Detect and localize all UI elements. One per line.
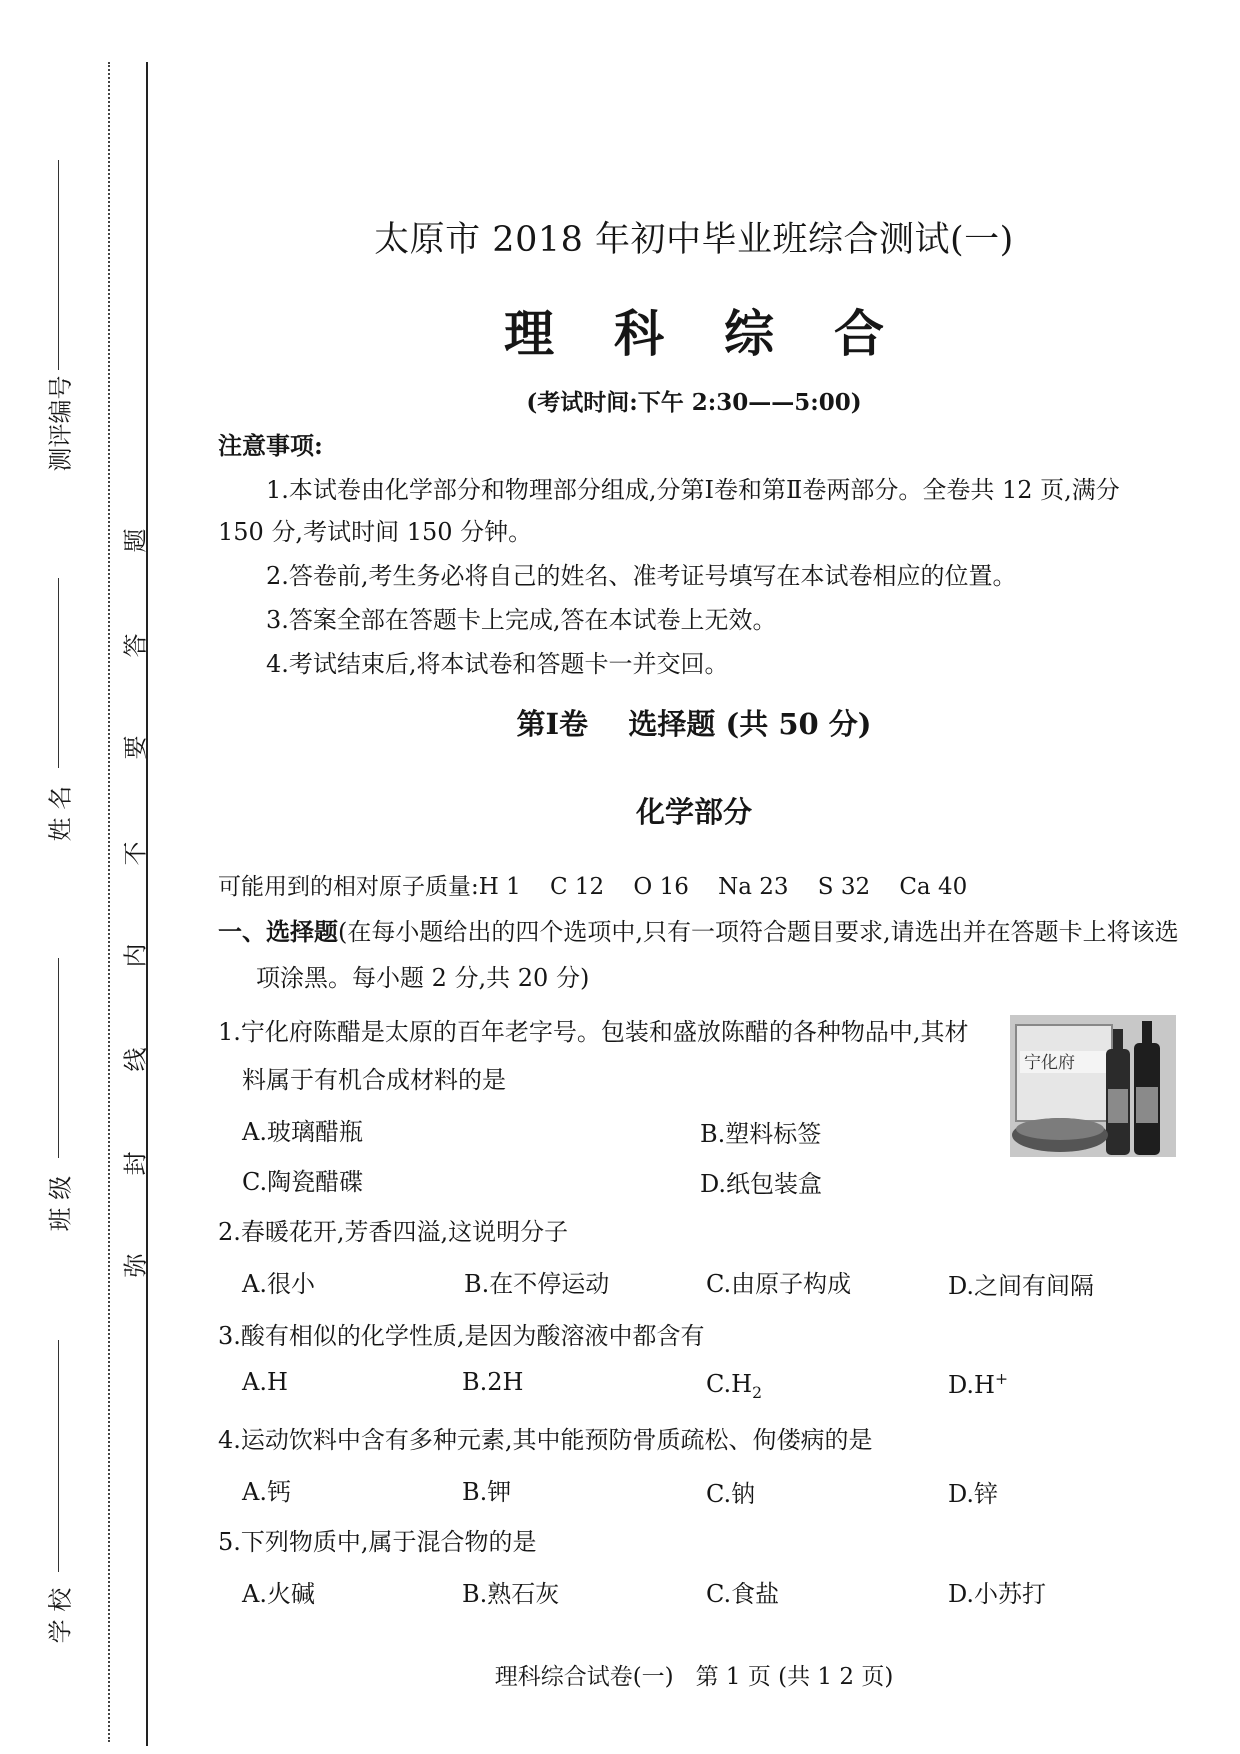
question-3-option-d[interactable] — [948, 1370, 1008, 1399]
part1-title: 第Ⅰ卷 选择题 (共 50 分) — [516, 707, 872, 741]
page-footer: 理科综合试卷(一) 第 1 页 (共 1 2 页) — [494, 1664, 894, 1690]
question-5-option-c[interactable]: C.食盐 — [706, 1580, 780, 1608]
seal-char: 封 — [121, 1151, 150, 1176]
school-label: 学 校 — [46, 1587, 75, 1644]
question-1-option-c[interactable]: C.陶瓷醋碟 — [242, 1168, 364, 1196]
question-3-option-a[interactable]: A.H — [242, 1368, 288, 1396]
question-1-option-a[interactable]: A.玻璃醋瓶 — [242, 1118, 363, 1146]
notice-item: 3.答案全部在答题卡上完成,答在本试卷上无效。 — [266, 606, 777, 634]
seal-char: 弥 — [121, 1253, 150, 1278]
question-5-option-b[interactable]: B.熟石灰 — [462, 1580, 560, 1608]
section1-instruction-line1: (在每小题给出的四个选项中,只有一项符合题目要求,请选出并在答题卡上将该选 — [338, 918, 1179, 946]
question-3-option-d-text: D.H — [948, 1371, 995, 1399]
question-5-stem: 5.下列物质中,属于混合物的是 — [218, 1528, 537, 1556]
question-1-option-b[interactable]: B.塑料标签 — [700, 1120, 822, 1148]
notice-item: 4.考试结束后,将本试卷和答题卡一并交回。 — [266, 650, 729, 678]
question-3-option-b[interactable]: B.2H — [462, 1368, 524, 1396]
question-2-option-b[interactable]: B.在不停运动 — [464, 1270, 610, 1298]
question-4-option-b[interactable]: B.钾 — [462, 1478, 512, 1506]
seal-char: 不 — [121, 841, 150, 866]
question-3-option-d-superscript: + — [994, 1370, 1009, 1388]
question-2-option-a[interactable]: A.很小 — [242, 1270, 315, 1298]
vinegar-photo-graphic — [1010, 1015, 1176, 1157]
seal-char: 题 — [121, 528, 150, 553]
notice-item: 2.答卷前,考生务必将自己的姓名、准考证号填写在本试卷相应的位置。 — [266, 562, 1017, 590]
subject-title: 理科综合 — [504, 304, 944, 363]
seal-char: 内 — [121, 943, 150, 968]
question-4-option-a[interactable]: A.钙 — [242, 1478, 291, 1506]
question-1-stem-line2: 料属于有机合成材料的是 — [242, 1066, 506, 1094]
question-1-option-d[interactable]: D.纸包装盒 — [700, 1170, 823, 1198]
exam-time: (考试时间:下午 2:30——5:00) — [526, 389, 862, 416]
seal-char: 答 — [121, 633, 150, 658]
notice-item: 150 分,考试时间 150 分钟。 — [218, 518, 533, 546]
question-1-stem-line1: 1.宁化府陈醋是太原的百年老字号。包装和盛放陈醋的各种物品中,其材 — [218, 1018, 969, 1046]
question-4-option-d[interactable]: D.锌 — [948, 1480, 999, 1508]
vinegar-box-label: 宁化府 — [1024, 1053, 1075, 1073]
name-label: 姓 名 — [46, 785, 75, 842]
question-5-option-a[interactable]: A.火碱 — [242, 1580, 315, 1608]
chemistry-title: 化学部分 — [635, 795, 752, 829]
question-2-option-d[interactable]: D.之间有间隔 — [948, 1272, 1095, 1300]
atomic-masses: 可能用到的相对原子质量:H 1 C 12 O 16 Na 23 S 32 Ca 40 — [218, 874, 968, 900]
seal-char: 线 — [121, 1047, 150, 1072]
school-underline — [58, 1340, 59, 1572]
question-4-stem: 4.运动饮料中含有多种元素,其中能预防骨质疏松、佝偻病的是 — [218, 1426, 873, 1454]
seal-char: 要 — [121, 735, 150, 760]
class-underline — [58, 958, 59, 1158]
section1-instruction-line2: 项涂黑。每小题 2 分,共 20 分) — [256, 964, 590, 992]
question-2-option-c[interactable]: C.由原子构成 — [706, 1270, 852, 1298]
notice-item: 1.本试卷由化学部分和物理部分组成,分第Ⅰ卷和第Ⅱ卷两部分。全卷共 12 页,满分 — [266, 476, 1120, 504]
vinegar-product-photo — [1010, 1015, 1176, 1157]
class-label: 班 级 — [46, 1175, 75, 1232]
question-3-option-c[interactable] — [706, 1370, 762, 1402]
question-2-stem: 2.春暖花开,芳香四溢,这说明分子 — [218, 1218, 569, 1246]
section1-instruction — [218, 912, 1179, 947]
question-4-option-c[interactable]: C.钠 — [706, 1480, 756, 1508]
notice-title: 注意事项: — [218, 431, 323, 460]
question-3-stem: 3.酸有相似的化学性质,是因为酸溶液中都含有 — [218, 1322, 705, 1350]
exam-title: 太原市 2018 年初中毕业班综合测试(一) — [374, 220, 1014, 260]
section1-heading: 一、选择题 — [218, 917, 338, 946]
question-3-option-c-subscript: 2 — [752, 1383, 762, 1402]
question-5-option-d[interactable]: D.小苏打 — [948, 1580, 1047, 1608]
evaluation-number-label: 测评编号 — [46, 375, 75, 472]
question-3-option-c-text: C.H — [706, 1370, 753, 1398]
